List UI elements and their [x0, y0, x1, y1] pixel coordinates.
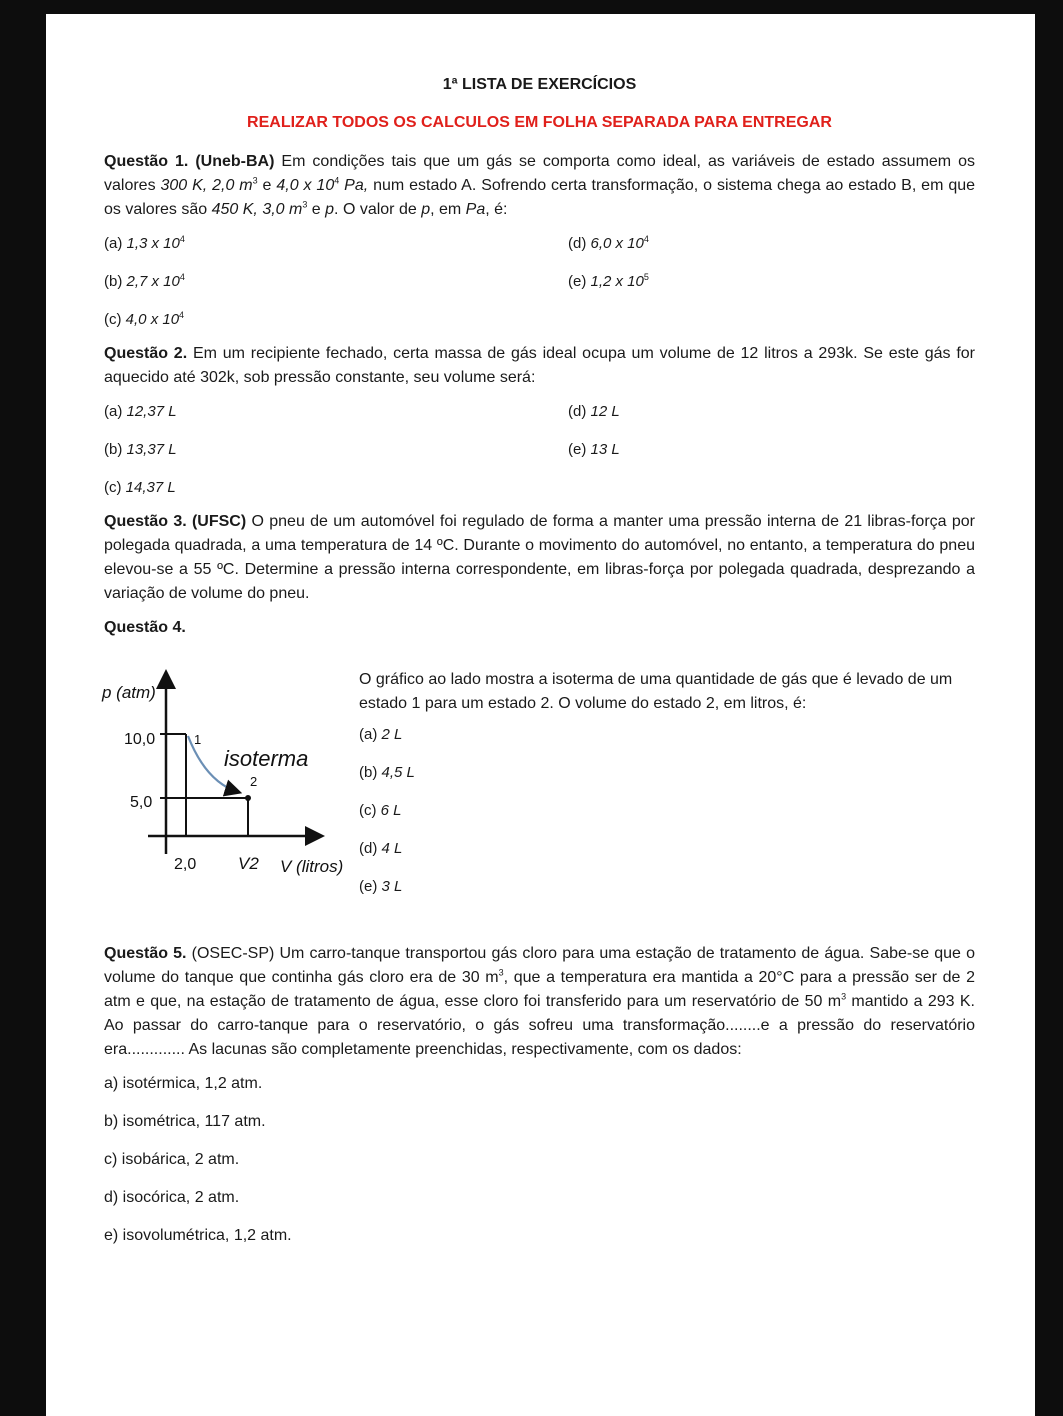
question-4-label: Questão 4.: [104, 619, 186, 636]
x-tick-2: 2,0: [174, 856, 197, 873]
option-a: (a) 2 L: [359, 726, 403, 743]
option-d: d) isocórica, 2 atm.: [104, 1189, 240, 1206]
question-5-options: [104, 1068, 975, 1258]
question-3: Questão 3. (UFSC) O pneu de um automóvel foi regulado de forma a manter uma pressão interna de 21 libras-força por polegada quadrada, a uma temperatura de 14 ºC. Durante o movimento do automóvel, no entanto, a temperatura do pneu elevou-se a 55 ºC. Determine a pressão interna correspondente, em libras-força por polegada quadrada, desprezando a variação de volume do pneu.: [104, 513, 975, 602]
option-b: (b) 13,37 L: [104, 441, 177, 458]
instruction-banner: REALIZAR TODOS OS CALCULOS EM FOLHA SEPARADA PARA ENTREGAR: [247, 114, 832, 131]
page-title: 1ª LISTA DE EXERCÍCIOS: [442, 76, 637, 93]
isotherm-chart: [98, 664, 348, 894]
option-a: (a) 1,3 x $10^4$: [104, 234, 185, 252]
document-content: [104, 74, 975, 1258]
option-a: (a) 12,37 L: [104, 403, 177, 420]
y-tick-5: 5,0: [130, 794, 153, 811]
option-c: (c) 4,0 x $10^4$: [104, 310, 185, 328]
question-4-body: [104, 640, 975, 940]
question-1: Questão 1. (Uneb-BA) Em condições tais que um gás se comporta como ideal, as variáveis de estado assumem os valores 300 K, 2,0 $m^3$ e 4,0 x $10^4$ Pa, num estado A. Sofrendo certa transformação, o sistema chega ao estado B, em que os valores são 450 K, 3,0 $m^3$ e p. O valor de p, em Pa, é:: [104, 153, 976, 218]
question-4-text: O gráfico ao lado mostra a isoterma de uma quantidade de gás que é levado de um estado 1 para um estado 2. O volume do estado 2, em litros, é: (a) 2 L (b) 4,5 L (c) 6 L (d) 4 L (e) 3 L: [359, 668, 979, 910]
option-e: (e) 13 L: [568, 441, 620, 458]
option-a: a) isotérmica, 1,2 atm.: [104, 1075, 263, 1092]
option-e: e) isovolumétrica, 1,2 atm.: [104, 1227, 292, 1244]
isotherm-label: isoterma: [224, 746, 309, 771]
question-2-options: [104, 396, 975, 510]
question-2: Questão 2. Em um recipiente fechado, certa massa de gás ideal ocupa um volume de 12 litros a 293k. Se este gás for aquecido até 302k, sob pressão constante, seu volume será:: [104, 345, 975, 386]
point-label-1: 1: [194, 732, 202, 747]
y-axis-label: p (atm): [102, 683, 156, 702]
option-d: (d) 6,0 x $10^4$: [568, 234, 649, 252]
question-5-label: Questão 5.: [104, 945, 187, 962]
point-label-2: 2: [250, 774, 258, 789]
state-point-2: [245, 795, 251, 801]
option-d: (d) 12 L: [568, 403, 620, 420]
option-c: c) isobárica, 2 atm.: [104, 1151, 240, 1168]
question-2-label: Questão 2.: [104, 345, 188, 362]
option-b: b) isométrica, 117 atm.: [104, 1113, 266, 1130]
question-1-options: [104, 228, 975, 342]
option-c: (c) 14,37 L: [104, 479, 176, 496]
option-c: (c) 6 L: [359, 802, 402, 819]
option-e: (e) 1,2 x $10^5$: [568, 272, 649, 290]
document-page: [46, 14, 1035, 1416]
question-1-label: Questão 1. (Uneb-BA): [104, 153, 275, 170]
question-4-options: [359, 720, 979, 910]
option-d: (d) 4 L: [359, 840, 403, 857]
option-e: (e) 3 L: [359, 878, 403, 895]
question-5: Questão 5. (OSEC-SP) Um carro-tanque transportou gás cloro para uma estação de tratamento de água. Sabe-se que o volume do tanque que continha gás cloro era de 30 $m^3$, que a temperatura era mantida a 20°C para a pressão ser de 2 atm e que, na estação de tratamento de água, esse cloro foi transferido para um reservatório de 50 $m^3$ mantido a 293 K. Ao passar do carro-tanque para o reservatório, o gás sofreu uma transformação........e a pressão do reservatório era............. As lacunas são completamente preenchidas, respectivamente, com os dados:: [104, 945, 975, 1058]
x-tick-v2: V2: [238, 854, 259, 873]
y-tick-10: 10,0: [124, 731, 156, 748]
option-b: (b) 2,7 x $10^4$: [104, 272, 185, 290]
option-b: (b) 4,5 L: [359, 764, 415, 781]
x-axis-label: V (litros): [280, 857, 344, 876]
question-3-label: Questão 3. (UFSC): [104, 513, 247, 530]
